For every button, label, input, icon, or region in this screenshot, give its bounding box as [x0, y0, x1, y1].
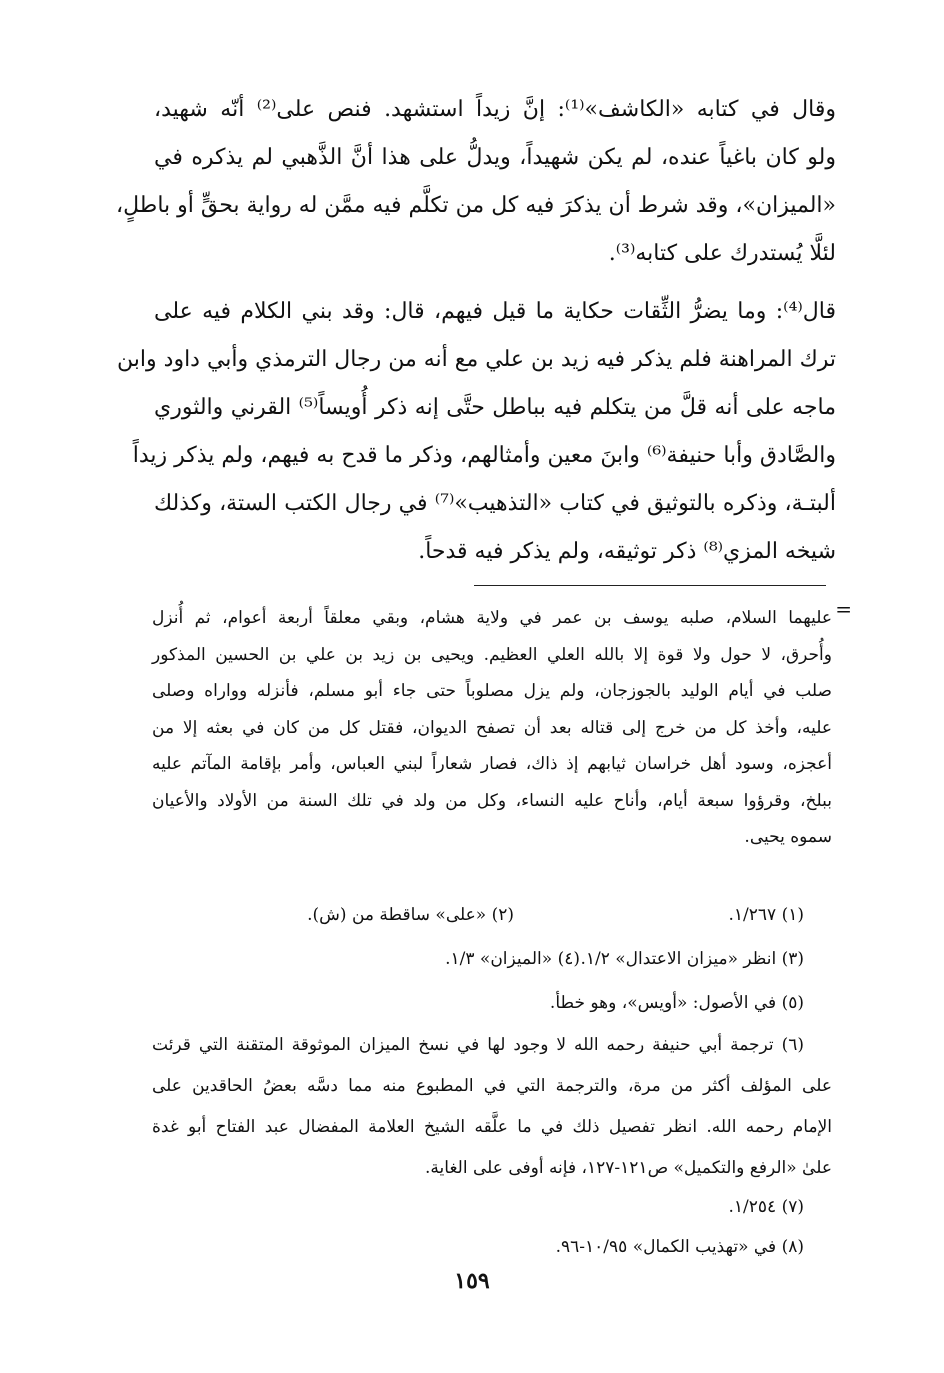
footnote-row — [152, 893, 832, 937]
footnote-1: (١) ١/٢٦٧. — [728, 905, 804, 925]
footnote-6 — [152, 1025, 832, 1189]
text-line: شيخه المزي⁽⁸⁾ ذكر توثيقه، ولم يذكر فيه قدحاً. — [418, 539, 836, 564]
footnote-row — [152, 937, 832, 981]
footnote-5: (٥) في الأصول: «أويس»، وهو خطأ. — [549, 993, 804, 1013]
footnote-3: (٣) انظر «ميزان الاعتدال» ١/٢. — [580, 949, 804, 969]
main-text — [116, 86, 837, 576]
footnote-line: أعجزه، وسود أهل خراسان ثيابهم إذ ذاك، فصار شعاراً لبني العباس، وأمر بإقامة المآتم عليه — [152, 754, 832, 774]
footnote-8: (٨) في «تهذيب الكمال» ١٠/٩٥-٩٦. — [555, 1237, 804, 1257]
text-line: «الميزان»، وقد شرط أن يذكرَ فيه كل من تكلَّم فيه ممَّن له رواية بحقٍّ أو باطلٍ، — [116, 193, 836, 218]
footnote-line: سموه يحيى. — [744, 827, 832, 847]
footnote-7: (٧) ١/٢٥٤. — [728, 1197, 804, 1217]
paragraph-1 — [116, 86, 837, 278]
text-line: ماجه على أنه قلَّ من يتكلم فيه بباطل حتَّى إنه ذكر أُويساً⁽⁵⁾ القرني والثوري — [154, 395, 836, 420]
footnote-4: (٤) «الميزان» ١/٣. — [445, 949, 580, 969]
footnote-separator — [474, 585, 826, 586]
text-line: قال⁽⁴⁾: وما يضرُّ الثِّقات حكاية ما قيل فيهم، قال: وقد بني الكلام فيه على — [154, 299, 836, 324]
footnote-line: ببلخ، وقرؤوا سبعة أيام، وأناح عليه النساء، وكل من ولد في تلك السنة من الأولاد والأعيان — [152, 790, 832, 811]
paragraph-2 — [117, 288, 836, 576]
text-line: ألبتـة، وذكره بالتوثيق في كتاب «التذهيب»⁽⁷⁾ في رجال الكتب الستة، وكذلك — [154, 491, 836, 516]
footnote-line: على المؤلف أكثر من مرة، والترجمة التي في المطبوع منه مما دسَّه بعضُ الحاقدين على — [152, 1076, 832, 1096]
text-line: والصَّادق وأبا حنيفة⁽⁶⁾ وابنَ معين وأمثالهم، وذكر ما قدح به فيهم، ولم يذكر زيداً — [132, 443, 836, 468]
text-line: ترك المراهنة فلم يذكر فيه زيد بن علي مع أنه من رجال الترمذي وأبي داود وابن — [117, 347, 836, 372]
footnote-line: علىٰ «الرفع والتكميل» ص١٢١-١٢٧، فإنه أوفى على الغاية. — [425, 1158, 832, 1178]
footnote-line: صلب في أيام الوليد بالجوزجان، ولم يزل مصلوباً حتى جاء أبو مسلم، فأنزله وواراه وصلى — [152, 681, 832, 701]
footnote-continued — [152, 600, 832, 856]
footnote-line: (٦) ترجمة أبي حنيفة رحمه الله لا وجود لها في نسخ الميزان الموثوقة المتقنة التي قرئت — [152, 1035, 804, 1055]
continuation-mark: = — [835, 597, 852, 621]
text-line: ولو كان باغياً عنده، لم يكن شهيداً، ويدلُّ على هذا أنَّ الذَّهبي لم يذكره في — [154, 145, 836, 170]
footnotes-list — [152, 893, 832, 1269]
footnote-line: عليهما السلام، صلبه يوسف بن عمر في ولاية هشام، وبقي معلقاً أربعة أعوام، ثم أُنزل — [152, 608, 832, 628]
page-number: ١٥٩ — [454, 1268, 490, 1294]
text-line: وقال في كتابه «الكاشف»⁽¹⁾: إنَّ زيداً استشهد. فنص على⁽²⁾ أنّه شهيد، — [154, 97, 837, 122]
footnote-line: الإمام رحمه الله. انظر تفصيل ذلك في ما علَّقه الشيخ العلامة المفضال عبد الفتاح أبو غدة — [152, 1117, 832, 1137]
text-line: لئلَّا يُستدرك على كتابه⁽³⁾. — [608, 241, 836, 266]
footnote-2: (٢) «على» ساقطة من (ش). — [307, 905, 514, 925]
footnote-line: وأُحرق، لا حول ولا قوة إلا بالله العلي العظيم. ويحيى بن زيد بن علي بن الحسين المذكور — [152, 644, 832, 665]
footnote-line: عليه، وأخذ كل من خرج إلى قتاله بعد أن تصفح الديوان، فقتل كل من كان في بعثه إلا من — [152, 717, 832, 738]
